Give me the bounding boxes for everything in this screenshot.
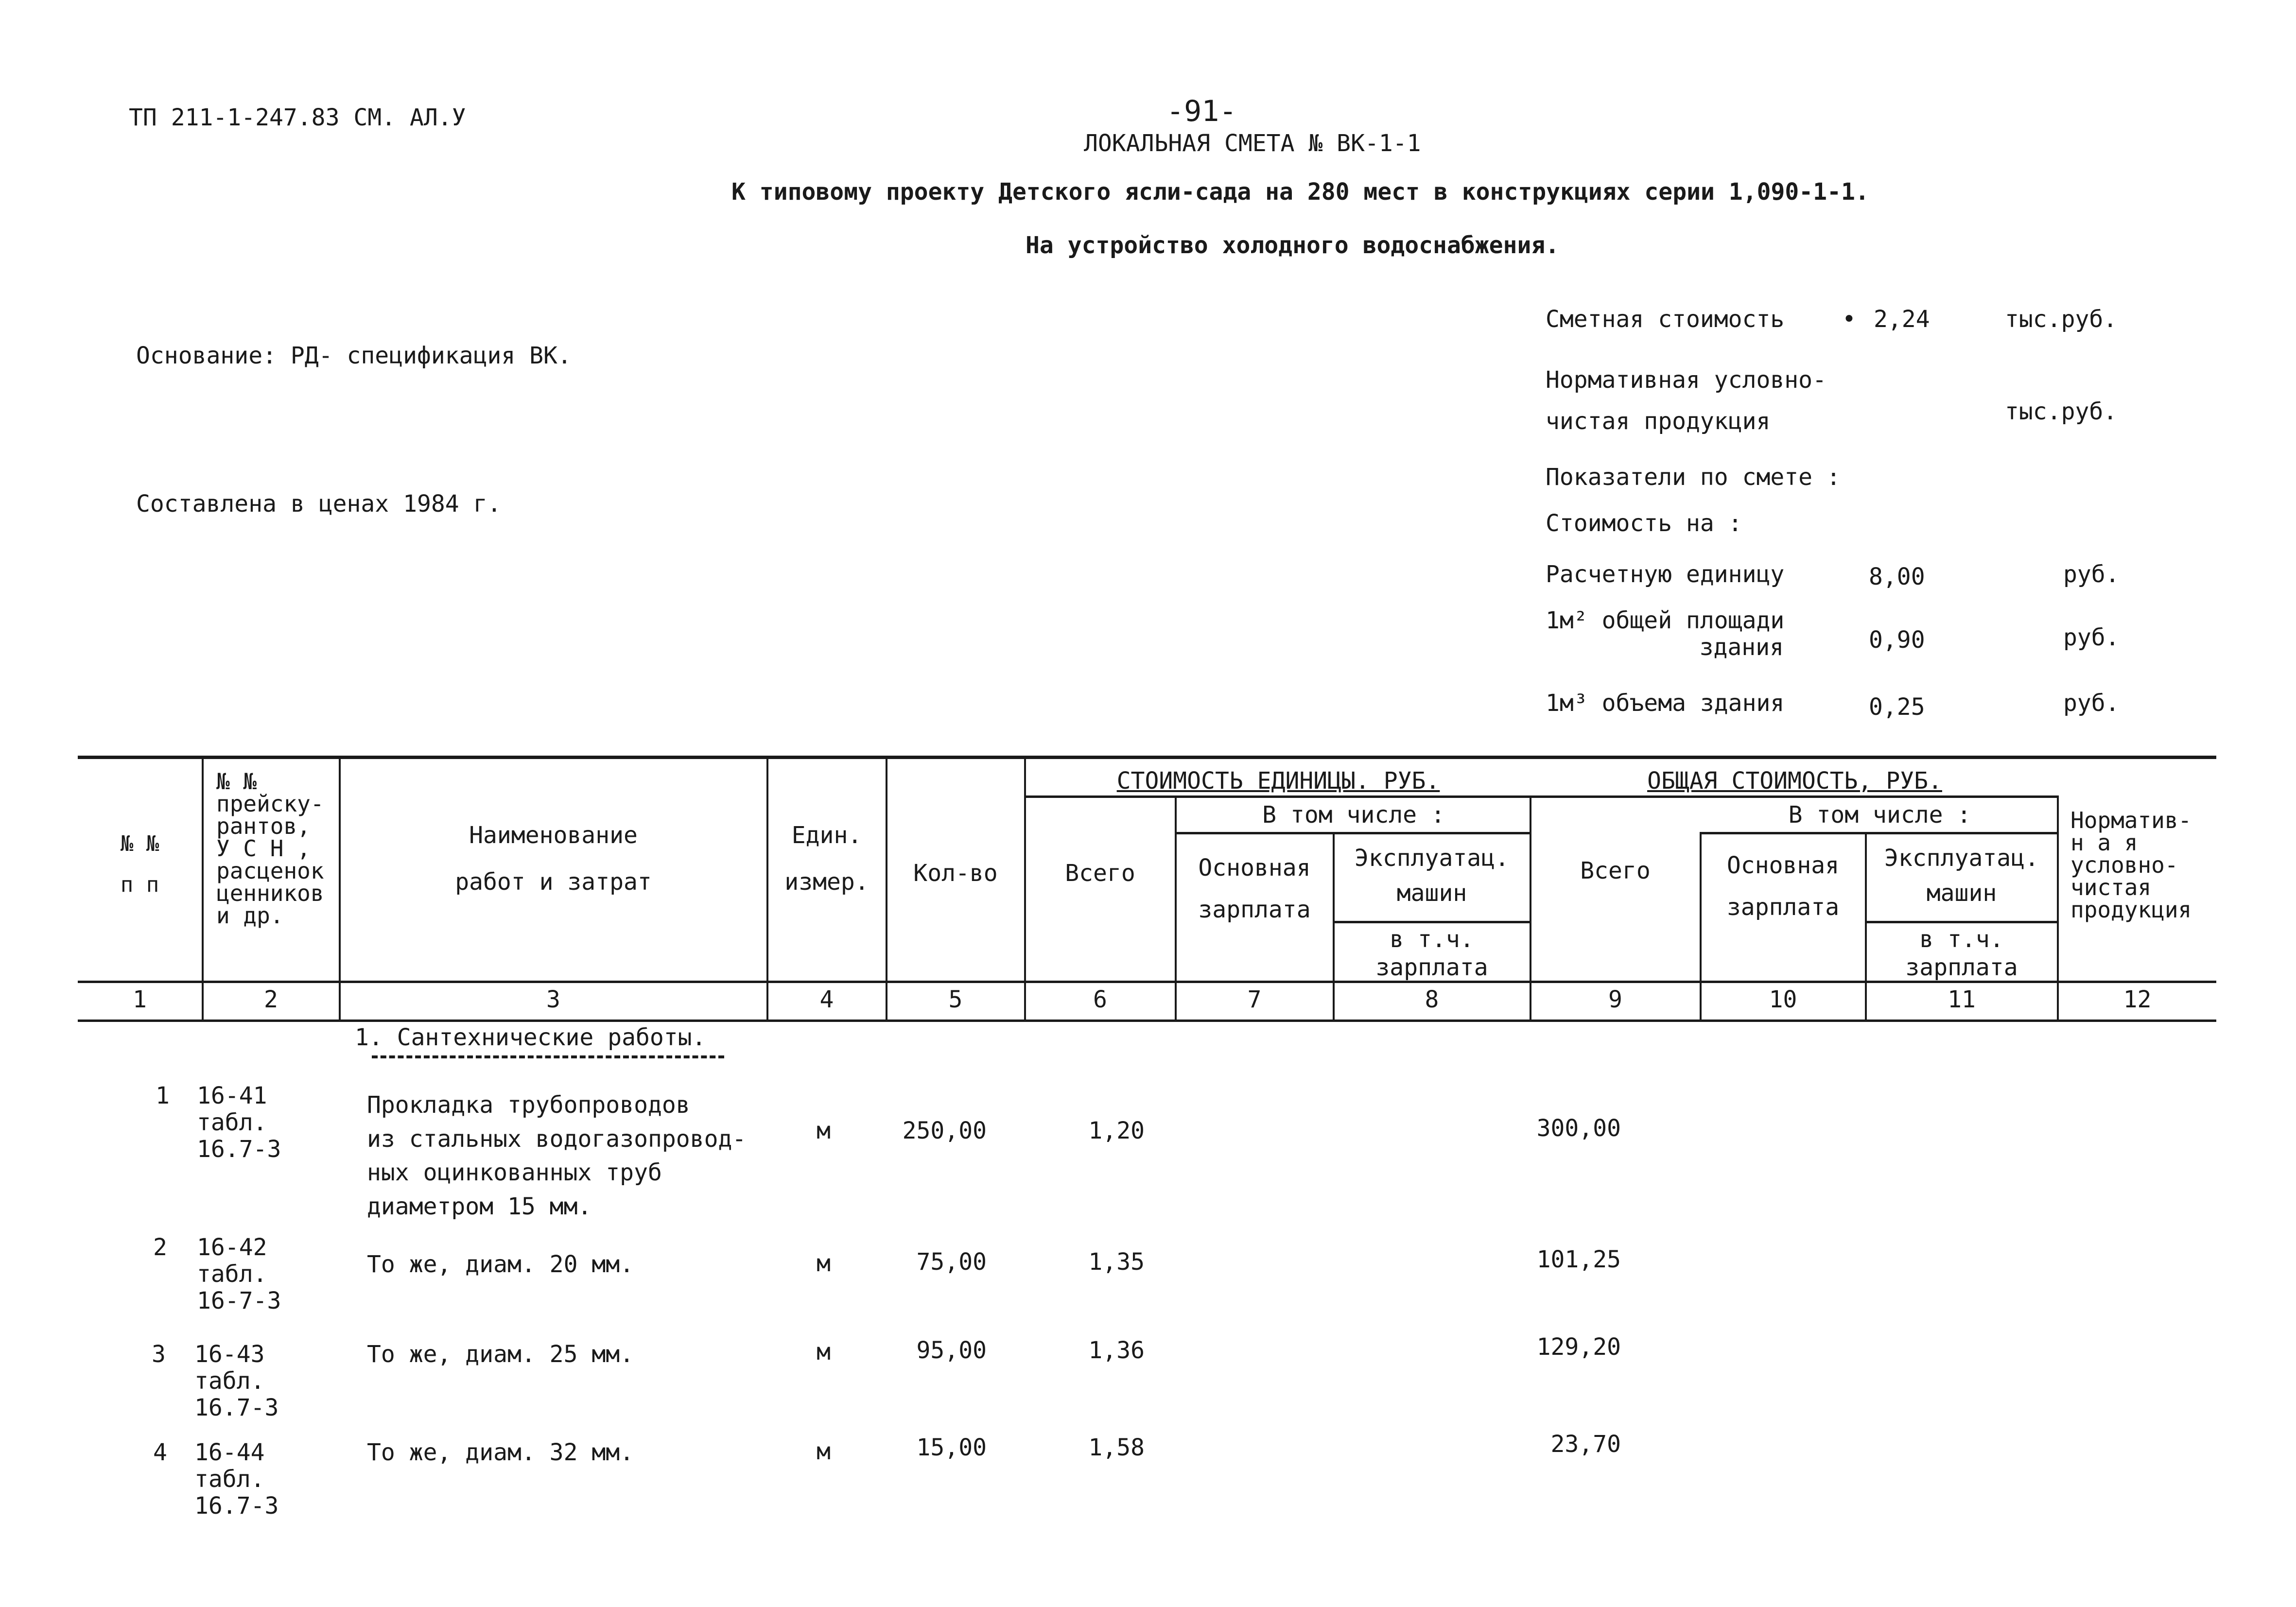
header-total-6: Всего: [1065, 860, 1135, 887]
header-including-2: В том числе :: [1788, 801, 1971, 829]
prices-text: Составлена в ценах 1984 г.: [136, 490, 502, 518]
cost-value: 2,24: [1874, 306, 1930, 333]
area-label-2: здания: [1699, 634, 1784, 661]
row-name: То же, диам. 32 мм.: [367, 1439, 634, 1466]
area-value: 0,90: [1869, 626, 1925, 654]
column-number: 3: [546, 986, 560, 1013]
page-number: -91-: [1166, 94, 1237, 128]
header-unit: Един. измер.: [784, 822, 869, 896]
area-unit: руб.: [2063, 624, 2120, 651]
row-code: 16-41 табл. 16.7-3: [197, 1082, 281, 1163]
row-quantity: 75,00: [916, 1248, 987, 1276]
column-number: 7: [1247, 986, 1262, 1013]
unit-cost-unit: руб.: [2063, 561, 2120, 588]
volume-unit: руб.: [2063, 690, 2120, 717]
header-work-name: Наименование работ и затрат: [455, 822, 652, 896]
row-number: 1: [156, 1082, 170, 1109]
cost-per-label: Стоимость на :: [1546, 510, 1742, 537]
row-code: 16-42 табл. 16-7-3: [197, 1234, 281, 1315]
row-unit: м: [817, 1117, 831, 1144]
row-unit: м: [817, 1338, 831, 1365]
row-unit-price: 1,36: [1088, 1337, 1145, 1364]
norm-label-1: Нормативная условно-: [1546, 366, 1826, 394]
row-quantity: 15,00: [916, 1434, 987, 1461]
norm-label-2: чистая продукция: [1546, 408, 1771, 435]
column-number: 4: [819, 986, 834, 1013]
indicators-label: Показатели по смете :: [1546, 464, 1841, 491]
header-incl-salary-11: в т.ч. зарплата: [1905, 926, 2018, 981]
header-norm-product: Норматив- н а я условно- чистая продукция: [2070, 807, 2192, 923]
column-number: 12: [2123, 986, 2152, 1013]
header-machines-8: Эксплуатац. машин: [1355, 845, 1509, 907]
row-unit: м: [817, 1438, 831, 1465]
project-subtitle: К типовому проекту Детского ясли-сада на 280 мест в конструкциях серии 1,090-1-1.: [731, 178, 1869, 206]
row-unit-price: 1,20: [1088, 1117, 1145, 1144]
norm-unit: тыс.руб.: [2005, 398, 2118, 425]
header-total-9: Всего: [1580, 857, 1651, 884]
cost-unit: тыс.руб.: [2005, 306, 2118, 333]
row-quantity: 250,00: [902, 1117, 987, 1144]
cost-label: Сметная стоимость: [1546, 306, 1785, 333]
column-number: 1: [133, 986, 147, 1013]
section-underline: [372, 1055, 724, 1058]
row-unit-price: 1,58: [1088, 1434, 1145, 1461]
unit-cost-value: 8,00: [1869, 563, 1925, 590]
header-total-cost: ОБЩАЯ СТОИМОСТЬ, РУБ.: [1647, 767, 1942, 795]
estimate-title: ЛОКАЛЬНАЯ СМЕТА № ВК-1-1: [1084, 130, 1421, 157]
unit-cost-label: Расчетную единицу: [1546, 561, 1785, 588]
area-label-1: 1м² общей площади: [1546, 607, 1785, 634]
header-including-1: В том числе :: [1262, 801, 1445, 829]
column-number: 10: [1769, 986, 1797, 1013]
column-number: 8: [1425, 986, 1439, 1013]
basis-text: Основание: РД- спецификация ВК.: [136, 342, 572, 369]
section-title: 1. Сантехнические работы.: [355, 1024, 706, 1051]
column-number: 9: [1608, 986, 1622, 1013]
row-total: 23,70: [1550, 1431, 1621, 1458]
row-total: 101,25: [1536, 1246, 1621, 1273]
column-number: 5: [948, 986, 963, 1013]
column-number: 6: [1093, 986, 1107, 1013]
header-unit-cost: СТОИМОСТЬ ЕДИНИЦЫ. РУБ.: [1116, 767, 1440, 795]
row-name: То же, диам. 25 мм.: [367, 1341, 634, 1368]
row-unit-price: 1,35: [1088, 1248, 1145, 1276]
row-number: 4: [153, 1439, 167, 1466]
column-number: 11: [1948, 986, 1976, 1013]
header-machines-11: Эксплуатац. машин: [1884, 845, 2039, 907]
volume-value: 0,25: [1869, 693, 1925, 721]
header-salary-10: Основная зарплата: [1726, 852, 1840, 921]
header-quantity: Кол-во: [913, 860, 998, 887]
header-incl-salary-8: в т.ч. зарплата: [1375, 926, 1488, 981]
work-subtitle: На устройство холодного водоснабжения.: [1026, 232, 1560, 259]
row-code: 16-43 табл. 16.7-3: [194, 1341, 279, 1422]
row-unit: м: [817, 1250, 831, 1277]
row-number: 3: [152, 1341, 166, 1368]
header-price-list: № № прейску- рантов, У С Н , расценок ценников и др.: [216, 768, 324, 929]
row-name: Прокладка трубопроводов из стальных водогазопровод- ных оцинкованных труб диаметром 15 мм.: [367, 1091, 747, 1220]
column-number: 2: [264, 986, 278, 1013]
row-quantity: 95,00: [916, 1337, 987, 1364]
row-number: 2: [153, 1234, 167, 1261]
header-salary-7: Основная зарплата: [1198, 854, 1311, 924]
cost-bullet: •: [1842, 306, 1856, 333]
document-code: ТП 211-1-247.83 СМ. АЛ.У: [129, 104, 466, 131]
volume-label: 1м³ объема здания: [1546, 690, 1785, 717]
row-total: 129,20: [1536, 1333, 1621, 1361]
row-code: 16-44 табл. 16.7-3: [194, 1439, 279, 1520]
header-row-number: № № п п: [120, 831, 159, 897]
row-total: 300,00: [1536, 1115, 1621, 1142]
row-name: То же, диам. 20 мм.: [367, 1251, 634, 1278]
